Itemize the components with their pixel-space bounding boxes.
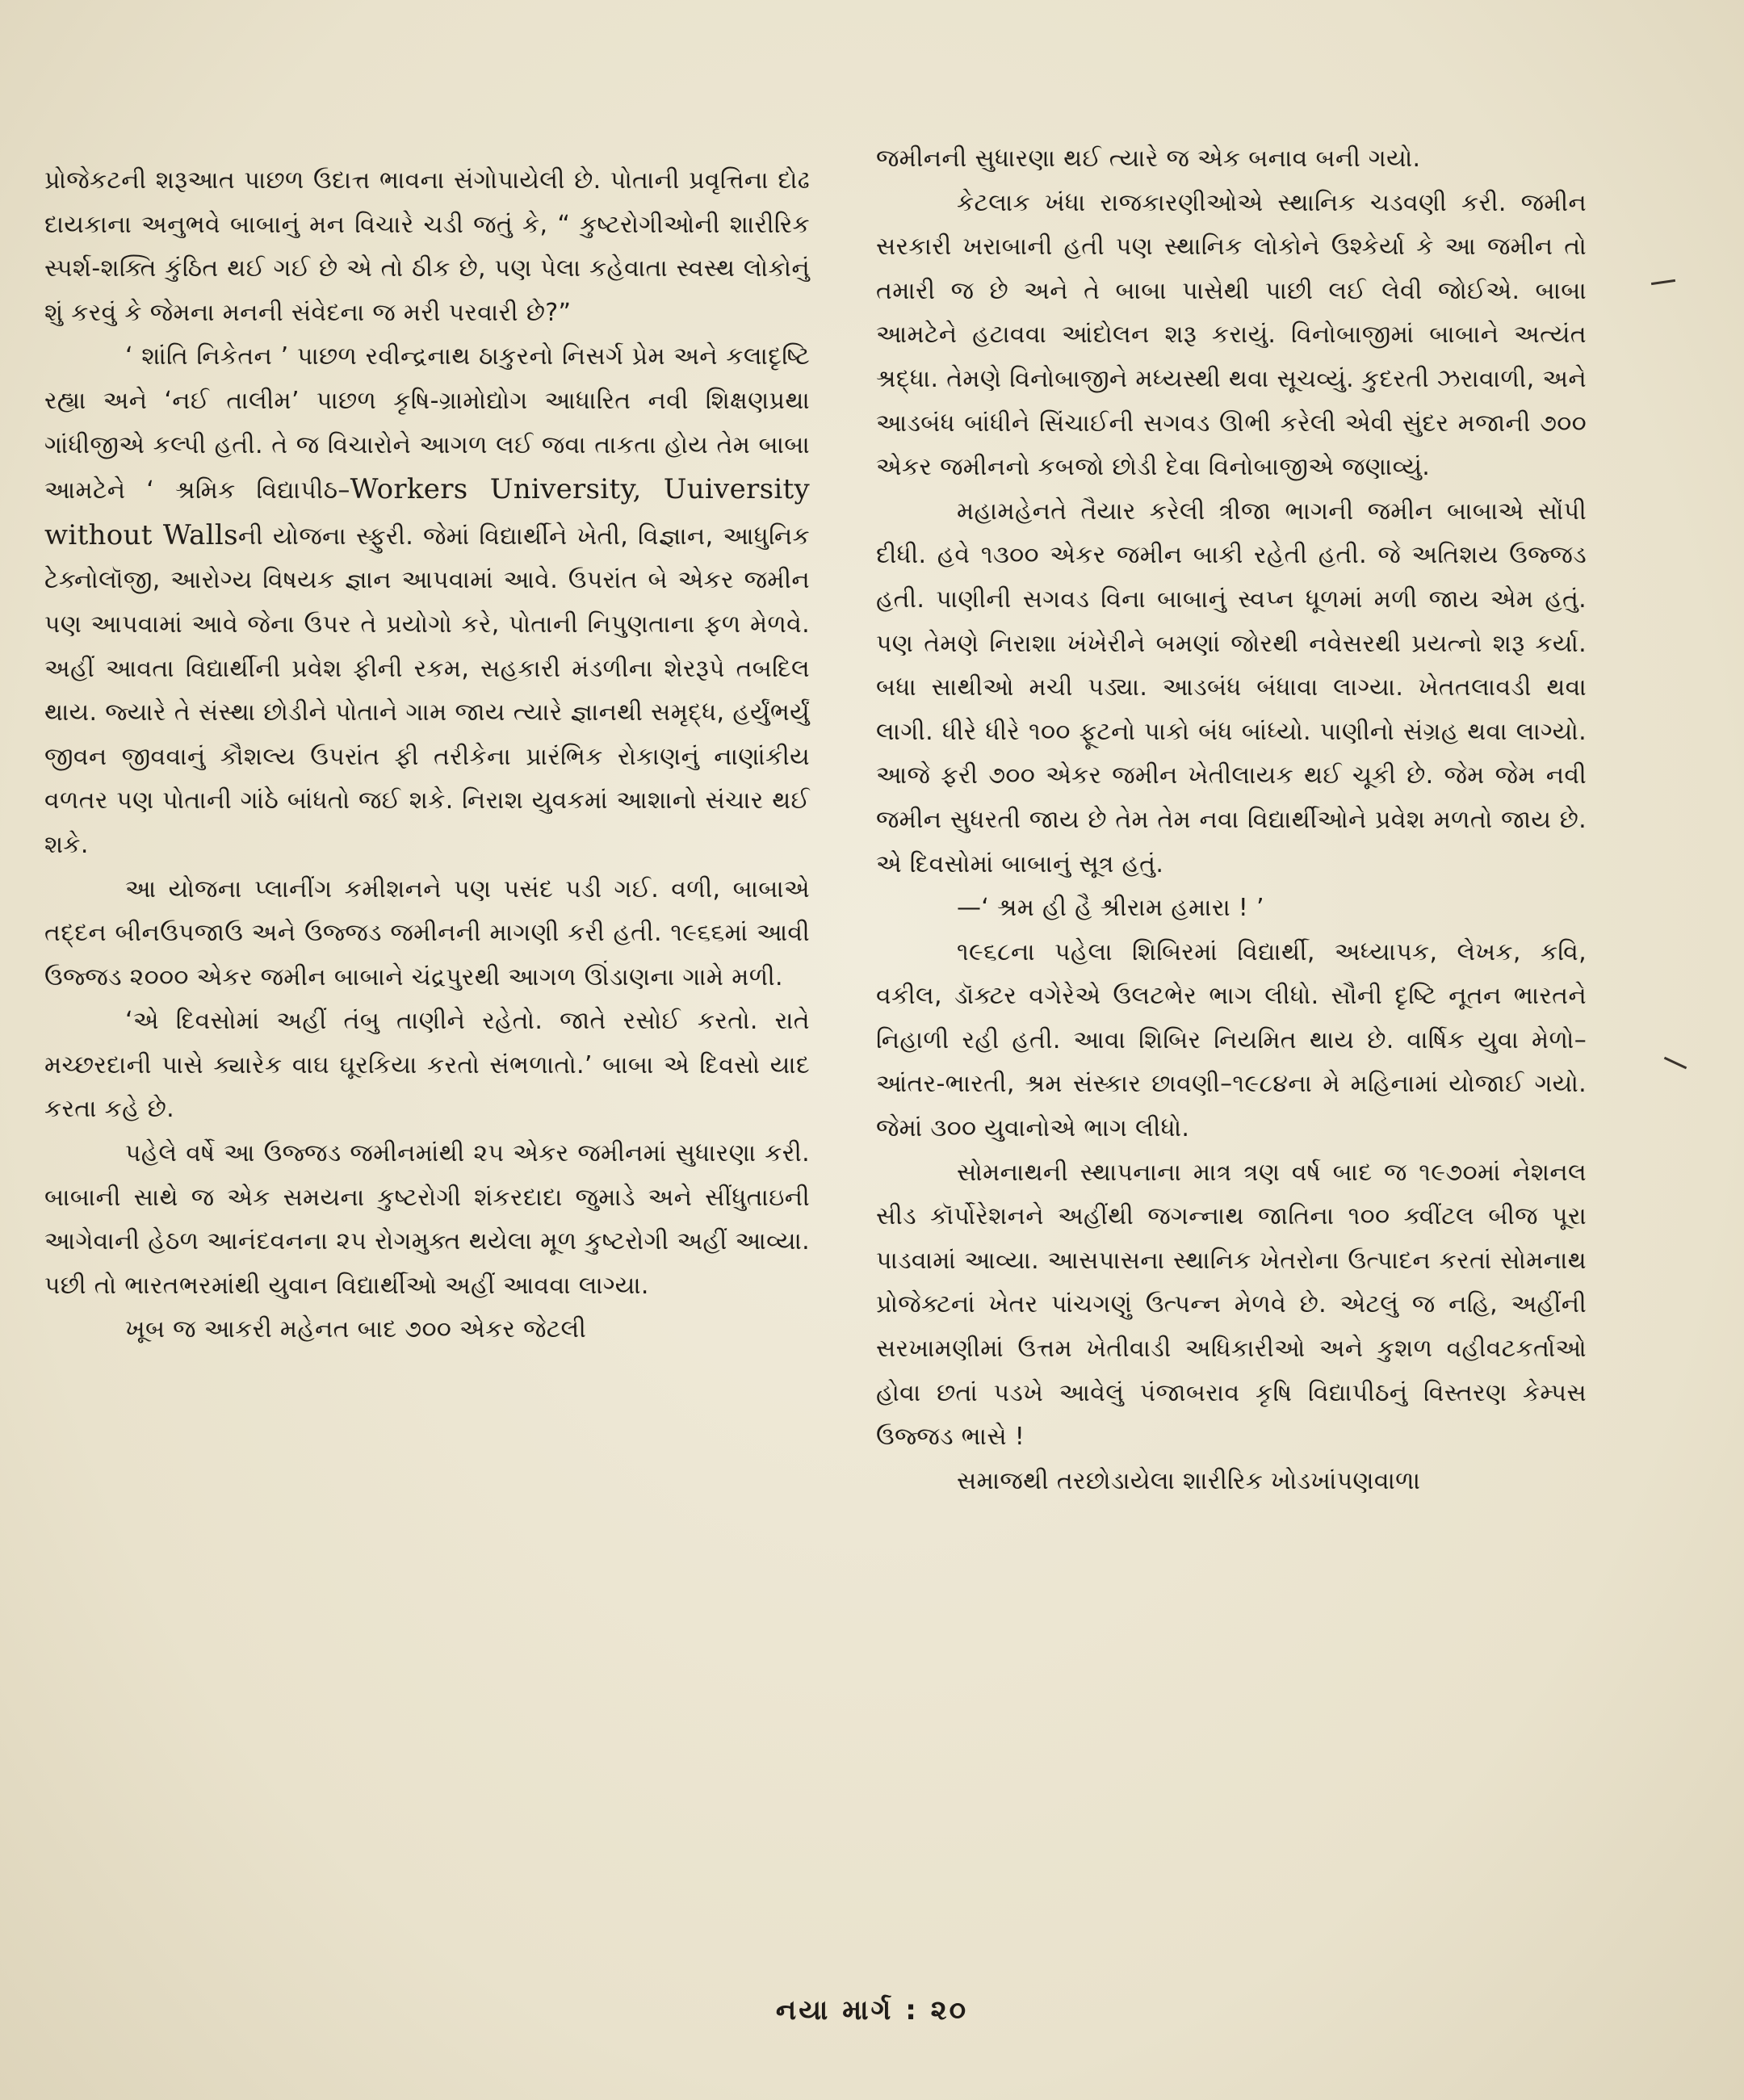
paragraph-text: ની યોજના સ્ફુરી. જેમાં વિદ્યાર્થીને ખેતી, વિજ્ઞાન, આધુનિક ટેક્નોલૉજી, આરોગ્ય વિષયક જ્ઞાન આપવામાં આવે. ઉપરાંત બે એકર જમીન પણ આપવામાં આવે જેના ઉપર તે પ્રયોગો કરે, પોતાની નિપુણતાના ફળ મેળવે. અહીં આવતા વિદ્યાર્થીની પ્રવેશ ફીની રકમ, સહકારી મંડળીના શેરરૂપે તબદિલ થાય. જ્યારે તે સંસ્થા છોડીને પોતાને ગામ જાય ત્યારે જ્ઞાનથી સમૃદ્ધ, હર્યુંભર્યું જીવન જીવવાનું કૌશલ્ય ઉપરાંત ફી તરીકેના પ્રારંભિક રોકાણનું નાણાંકીય વળતર પણ પોતાની ગાંઠે બાંધતો જઈ શકે. નિરાશ યુવકમાં આશાનો સંચાર થઈ શકે.	[44, 522, 811, 859]
paragraph	[44, 335, 810, 867]
left-column	[44, 159, 810, 1352]
paragraph: પ્રોજેકટની શરૂઆત પાછળ ઉદાત્ત ભાવના સંગોપાયેલી છે. પોતાની પ્રવૃત્તિના દોઢ દાયકાના અનુભવે બાબાનું મન વિચારે ચડી જતું કે, “ કુષ્ટરોગીઓની શારીરિક સ્પર્શ-શક્તિ કુંઠિત થઈ ગઈ છે એ તો ઠીક છે, પણ પેલા કહેવાતા સ્વસ્થ લોકોનું શું કરવું કે જેમના મનની સંવેદના જ મરી પરવારી છે?”	[44, 166, 810, 327]
paragraph: સોમનાથની સ્થાપનાના માત્ર ત્રણ વર્ષ બાદ જ ૧૯૭૦માં નેશનલ સીડ કૉર્પોરેશનને અહીંથી જગન્નાથ જાતિના ૧૦૦ ક્વીંટલ બીજ પૂરા પાડવામાં આવ્યા. આસપાસના સ્થાનિક ખેતરોના ઉત્પાદન કરતાં સોમનાથ પ્રોજેક્ટનાં ખેતર પાંચગણું ઉત્પન્ન મેળવે છે. એટલું જ નહિ, અહીંની સરખામણીમાં ઉત્તમ ખેતીવાડી અધિકારીઓ અને કુશળ વહીવટકર્તાઓ હોવા છતાં પડખે આવેલું પંજાબરાવ કૃષિ વિદ્યાપીઠનું વિસ્તરણ કેમ્પસ ઉજ્જડ ભાસે !	[876, 1158, 1587, 1452]
paragraph: સમાજથી તરછોડાયેલા શારીરિક ખોડખાંપણવાળા	[957, 1466, 1421, 1495]
pen-mark	[1664, 1057, 1687, 1069]
page-number: ૨૦	[930, 1994, 969, 2027]
paragraph: જમીનની સુધારણા થઈ ત્યારે જ એક બનાવ બની ગયો.	[876, 145, 1421, 173]
paragraph: પહેલે વર્ષે આ ઉજ્જડ જમીનમાંથી ૨૫ એકર જમીનમાં સુધારણા કરી. બાબાની સાથે જ એક સમયના કુષ્ટરોગી શંકરદાદા જુમાડે અને સીંધુતાઇની આગેવાની હેઠળ આનંદવનના ૨૫ રોગમુક્ત થયેલા મૂળ કુષ્ટરોગી અહીં આવ્યા. પછી તો ભારતભરમાંથી યુવાન વિદ્યાર્થીઓ અહીં આવવા લાગ્યા.	[44, 1139, 810, 1300]
paragraph: મહામહેનતે તૈયાર કરેલી ત્રીજા ભાગની જમીન બાબાએ સોંપી દીધી. હવે ૧૩૦૦ એકર જમીન બાકી રહેતી હતી. જે અતિશય ઉજ્જડ હતી. પાણીની સગવડ વિના બાબાનું સ્વપ્ન ધૂળમાં મળી જાય એમ હતું. પણ તેમણે નિરાશા ખંખેરીને બમણાં જોરથી નવેસરથી પ્રયત્નો શરૂ કર્યા. બધા સાથીઓ મચી પડ્યા. આડબંધ બંધાવા લાગ્યા. ખેતતલાવડી થવા લાગી. ધીરે ધીરે ૧૦૦ ફૂટનો પાકો બંધ બાંધ્યો. પાણીનો સંગ્રહ થવા લાગ્યો. આજે ફરી ૭૦૦ એકર જમીન ખેતીલાયક થઈ ચૂકી છે. જેમ જેમ નવી જમીન સુધરતી જાય છે તેમ તેમ નવા વિદ્યાર્થીઓને પ્રવેશ મળતો જાય છે. એ દિવસોમાં બાબાનું સૂત્ર હતું.	[876, 497, 1587, 878]
pen-mark	[1651, 279, 1675, 285]
right-column	[876, 137, 1587, 1503]
paragraph: કેટલાક ખંધા રાજકારણીઓએ સ્થાનિક ચડવણી કરી. જમીન સરકારી ખરાબાની હતી પણ સ્થાનિક લોકોને ઉશ્કેર્યા કે આ જમીન તો તમારી જ છે અને તે બાબા પાસેથી પાછી લઈ લેવી જોઈએ. બાબા આમટેને હટાવવા આંદોલન શરૂ કરાયું. વિનોબાજીમાં બાબાને અત્યંત શ્રદ્ધા. તેમણે વિનોબાજીને મધ્યસ્થી થવા સૂચવ્યું. કુદરતી ઝરાવાળી, અને આડબંધ બાંધીને સિંચાઈની સગવડ ઊભી કરેલી એવી સુંદર મજાની ૭૦૦ એકર જમીનનો કબજો છોડી દેવા વિનોબાજીએ જણાવ્યું.	[876, 188, 1587, 482]
english-phrase: Workers University, Uuiversity without Walls	[44, 473, 810, 551]
page-footer	[0, 1994, 1744, 2027]
paragraph: ખૂબ જ આકરી મહેનત બાદ ૭૦૦ એકર જેટલી	[125, 1315, 587, 1344]
footer-separator: :	[905, 1994, 919, 2027]
quote-paragraph: ‘એ દિવસોમાં અહીં તંબુ તાણીને રહેતો. જાતે રસોઈ કરતો. રાતે મચ્છરદાની પાસે ક્યારેક વાઘ ઘૂરકિયા કરતો સંભળાતો.’ બાબા એ દિવસો યાદ કરતા કહે છે.	[44, 1007, 810, 1124]
motto-line: —‘ શ્રમ હી હૈ શ્રીરામ હમારા ! ’	[957, 894, 1264, 923]
paragraph-text: ‘ શાંતિ નિકેતન ’ પાછળ રવીન્દ્રનાથ ઠાકુરનો નિસર્ગ પ્રેમ અને કલાદૃષ્ટિ રહ્યા અને ‘નઈ તાલીમ’ પાછળ કૃષિ-ગ્રામોદ્યોગ આધારિત નવી શિક્ષણપ્રથા ગાંધીજીએ કલ્પી હતી. તે જ વિચારોને આગળ લઈ જવા તાકતા હોય તેમ બાબા આમટેને ‘ શ્રમિક વિદ્યાપીઠ–	[44, 342, 810, 505]
magazine-name: નયા માર્ગ	[775, 1994, 894, 2027]
paragraph: આ યોજના પ્લાનીંગ કમીશનને પણ પસંદ પડી ગઈ. વળી, બાબાએ તદ્દન બીનઉપજાઉ અને ઉજ્જડ જમીનની માગણી કરી હતી. ૧૯૬૬માં આવી ઉજ્જડ ૨૦૦૦ એકર જમીન બાબાને ચંદ્રપુરથી આગળ ઊંડાણના ગામે મળી.	[44, 874, 810, 991]
paragraph: ૧૯૬૮ના પહેલા શિબિરમાં વિદ્યાર્થી, અધ્યાપક, લેખક, કવિ, વકીલ, ડૉક્ટર વગેરેએ ઉલટભેર ભાગ લીધો. સૌની દૃષ્ટિ નૂતન ભારતને નિહાળી રહી હતી. આવા શિબિર નિયમિત થાય છે. વાર્ષિક યુવા મેળો–આંતર-ભારતી, શ્રમ સંસ્કાર છાવણી–૧૯૮૪ના મે મહિનામાં યોજાઈ ગયો. જેમાં ૩૦૦ યુવાનોએ ભાગ લીધો.	[876, 937, 1587, 1143]
